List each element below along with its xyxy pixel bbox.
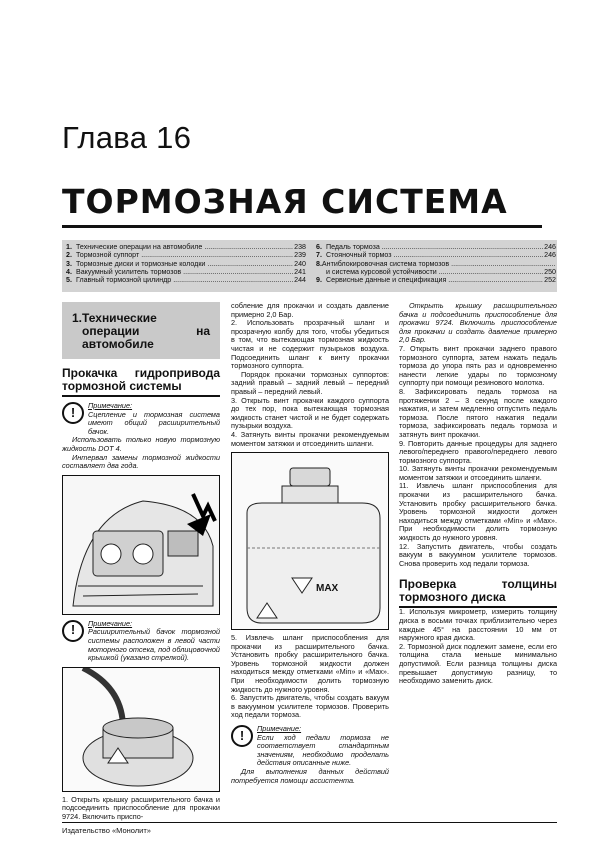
column-1 (62, 302, 220, 822)
toc-entry[interactable] (66, 276, 306, 284)
reservoir-drawing (232, 453, 389, 630)
step-paragraph: 1. Открыть крышку расширительного бачка и подсоединить приспособление для прокачки 9724. Включить приспо- (62, 794, 220, 821)
toc-label: Педаль тормоза ..... (326, 243, 543, 251)
toc-num: 7. (316, 251, 322, 260)
toc-entry[interactable] (316, 276, 556, 284)
note-exclamation-icon: ! (62, 620, 84, 642)
paragraph: Открыть крышку расширительного бачка и подсоединить приспособление для прокачки 9724. Включить приспособление для прокачки и создать давление примерно 2,0 Бар. (399, 301, 557, 345)
note-exclamation-icon: ! (62, 402, 84, 424)
note-text: Если ход педали тормоза не соответствует стандартным значениям, необходимо проделать действия описанные ниже. (257, 732, 389, 768)
toc-num: 1. (66, 243, 72, 251)
step-paragraph: 6. Запустить двигатель, чтобы создать вакуум в вакуумном усилителе тормозов. Проверить ход педали тормоза. (231, 693, 389, 720)
toc-entry[interactable] (66, 243, 306, 251)
toc-page: 250 (544, 267, 556, 276)
step-paragraph: 2. Использовать прозрачный шланг и прозрачную колбу для того, чтобы убедиться в том, что вытекающая тормозная жидкость чистая и не содержит пузырьков воздуха. Подсоединить шланг к винту прокачки тормозного суппорта. (231, 318, 389, 371)
step-paragraph: 10. Затянуть винты прокачки рекомендуемым моментом затяжки и отсоединить шланги. (399, 464, 557, 482)
toc-page: 244 (294, 276, 306, 285)
table-of-contents (62, 240, 557, 292)
step-paragraph: 7. Открыть винт прокачки заднего правого тормозного суппорта, затем нажать педаль тормоза до упора пять раз и одновременно нанести легкие удары по тормозному суппорту при помощи резинового молотка. (399, 343, 557, 388)
step-paragraph: 9. Повторить данные процедуры для заднего левого/переднего правого/переднего левого тормозного суппорта. (399, 438, 557, 465)
toc-page: 240 (294, 259, 306, 268)
toc-label: Стояночный тормоз ..... (326, 251, 543, 259)
toc-page: 246 (544, 251, 556, 260)
bleeder-tool-drawing (63, 668, 220, 792)
toc-num: 8. (316, 259, 322, 268)
engine-bay-drawing (63, 476, 220, 615)
toc-page: 252 (544, 276, 556, 285)
toc-num: 3. (66, 259, 72, 268)
note-block (62, 620, 220, 663)
paragraph: Интервал замены тормозной жидкости составляет два года. (62, 452, 220, 471)
toc-entry[interactable] (66, 260, 306, 268)
toc-num: 9. (316, 276, 322, 285)
bleeder-tool-figure (62, 667, 220, 792)
toc-entry[interactable] (316, 268, 556, 276)
toc-entry[interactable] (66, 251, 306, 259)
toc-right-column (316, 243, 556, 284)
toc-label: и система курсовой устойчивости ..... (326, 268, 543, 276)
toc-label: Сервисные данные и спецификация ..... (326, 276, 543, 284)
toc-left-column (66, 243, 306, 284)
step-paragraph: 8. Зафиксировать педаль тормоза на протяжении 2 – 3 секунд после каждого нажатия, и затем медленно отпустить педаль тормоза. После пятого нажатия педали тормоза, зафиксировать педаль тормоза и затянуть винт прокачки. (399, 386, 557, 439)
max-mark-label: MAX (316, 583, 339, 595)
toc-num: 5. (66, 276, 72, 285)
toc-num: 2. (66, 251, 72, 260)
toc-label: Антиблокировочная система тормозов ..... (322, 260, 556, 268)
section-title: Технические операции на автомобиле (82, 311, 210, 351)
toc-num: 4. (66, 267, 72, 276)
toc-num: 6. (316, 243, 322, 251)
step-paragraph: 11. Извлечь шланг приспособления для прокачки из расширительного бачка. Установить пробку расширительного бачка. Уровень тормозной жидкости должен находиться между отметками «Min» и «Max». При необходимости долить тормозную жидкость до нужного уровня. (399, 481, 557, 543)
toc-label: Технические операции на автомобиле ..... (76, 243, 293, 251)
step-paragraph: 5. Извлечь шланг приспособления для прокачки из расширительного бачка. Установить пробку расширительного бачка. Уровень тормозной жидкости должен находиться между отметками «Min» и «Max». При необходимости долить тормозную жидкость до нужного уровня. (231, 633, 389, 694)
toc-label: Тормозной суппорт ..... (76, 251, 293, 259)
column-3 (399, 302, 557, 686)
page-title: ТОРМОЗНАЯ СИСТЕМА (62, 182, 508, 221)
toc-entry[interactable] (316, 243, 556, 251)
toc-entry[interactable] (316, 251, 556, 259)
step-paragraph: 2. Тормозной диск подлежит замене, если его толщина стала меньше минимально допустимой. Если разница толщины диска превышает допустимую разницу, то необходимо заменить диск. (399, 641, 557, 686)
step-paragraph: 3. Открыть винт прокачки каждого суппорта до тех пор, пока вытекающая тормозная жидкость станет чистой и не будет содержать пузырьки воздуха. (231, 395, 389, 431)
toc-entry[interactable] (316, 260, 556, 268)
engine-bay-figure (62, 475, 220, 615)
paragraph: Для выполнения данных действий потребуется помощи ассистента. (231, 767, 389, 785)
paragraph: собление для прокачки и создать давление примерно 2,0 Бар. (231, 301, 389, 319)
step-paragraph: 1. Используя микрометр, измерить толщину диска в восьми точках приблизительно через каждые 45° на расстоянии 10 мм от наружного края диска. (399, 607, 557, 643)
note-body (88, 402, 220, 436)
footer-divider (62, 822, 557, 823)
note-body (257, 725, 389, 768)
note-body (88, 620, 220, 663)
toc-page: 239 (294, 251, 306, 260)
column-2 (231, 302, 389, 785)
reservoir-figure (231, 452, 389, 630)
note-text: Сцепление и тормозная система имеют общий расширительный бачок. (88, 409, 220, 436)
title-divider (62, 225, 542, 228)
toc-label: Вакуумный усилитель тормозов ..... (76, 268, 293, 276)
note-block (62, 402, 220, 436)
toc-label: Тормозные диски и тормозные колодки ..... (76, 260, 293, 268)
note-exclamation-icon: ! (231, 725, 253, 747)
toc-entry[interactable] (66, 268, 306, 276)
toc-page: 238 (294, 243, 306, 251)
paragraph: Порядок прокачки тормозных суппортов: задний правый – задний левый – передний правый – передний левый. (231, 369, 389, 396)
toc-page: 241 (294, 267, 306, 276)
note-text: Расширительный бачок тормозной системы расположен в левой части моторного отсека, под облицовочной крышкой (указано стрелкой). (88, 627, 220, 663)
toc-page: 246 (544, 243, 556, 251)
note-heading: Примечание: (88, 401, 133, 410)
toc-label: Главный тормозной цилиндр ..... (76, 276, 293, 284)
publisher-footer: Издательство «Монолит» (62, 826, 151, 835)
subsection-heading: Прокачка гидропривода тормозной системы (62, 367, 220, 397)
section-heading (62, 302, 220, 359)
note-heading: Примечание: (88, 618, 133, 628)
chapter-heading: Глава 16 (62, 120, 192, 155)
note-block (231, 725, 389, 768)
step-paragraph: 12. Запустить двигатель, чтобы создать вакуум в вакуумном усилителе тормозов. Снова проверить ход педали тормоза. (399, 541, 557, 568)
subsection-heading: Проверка толщины тормозного диска (399, 578, 557, 608)
step-paragraph: 4. Затянуть винты прокачки рекомендуемым моментом затяжки и отсоединить шланги. (231, 429, 389, 448)
paragraph: Использовать только новую тормозную жидкость DOT 4. (62, 435, 220, 453)
note-heading: Примечание: (257, 724, 302, 734)
toc-num (316, 268, 326, 276)
section-number: 1. (72, 311, 83, 325)
